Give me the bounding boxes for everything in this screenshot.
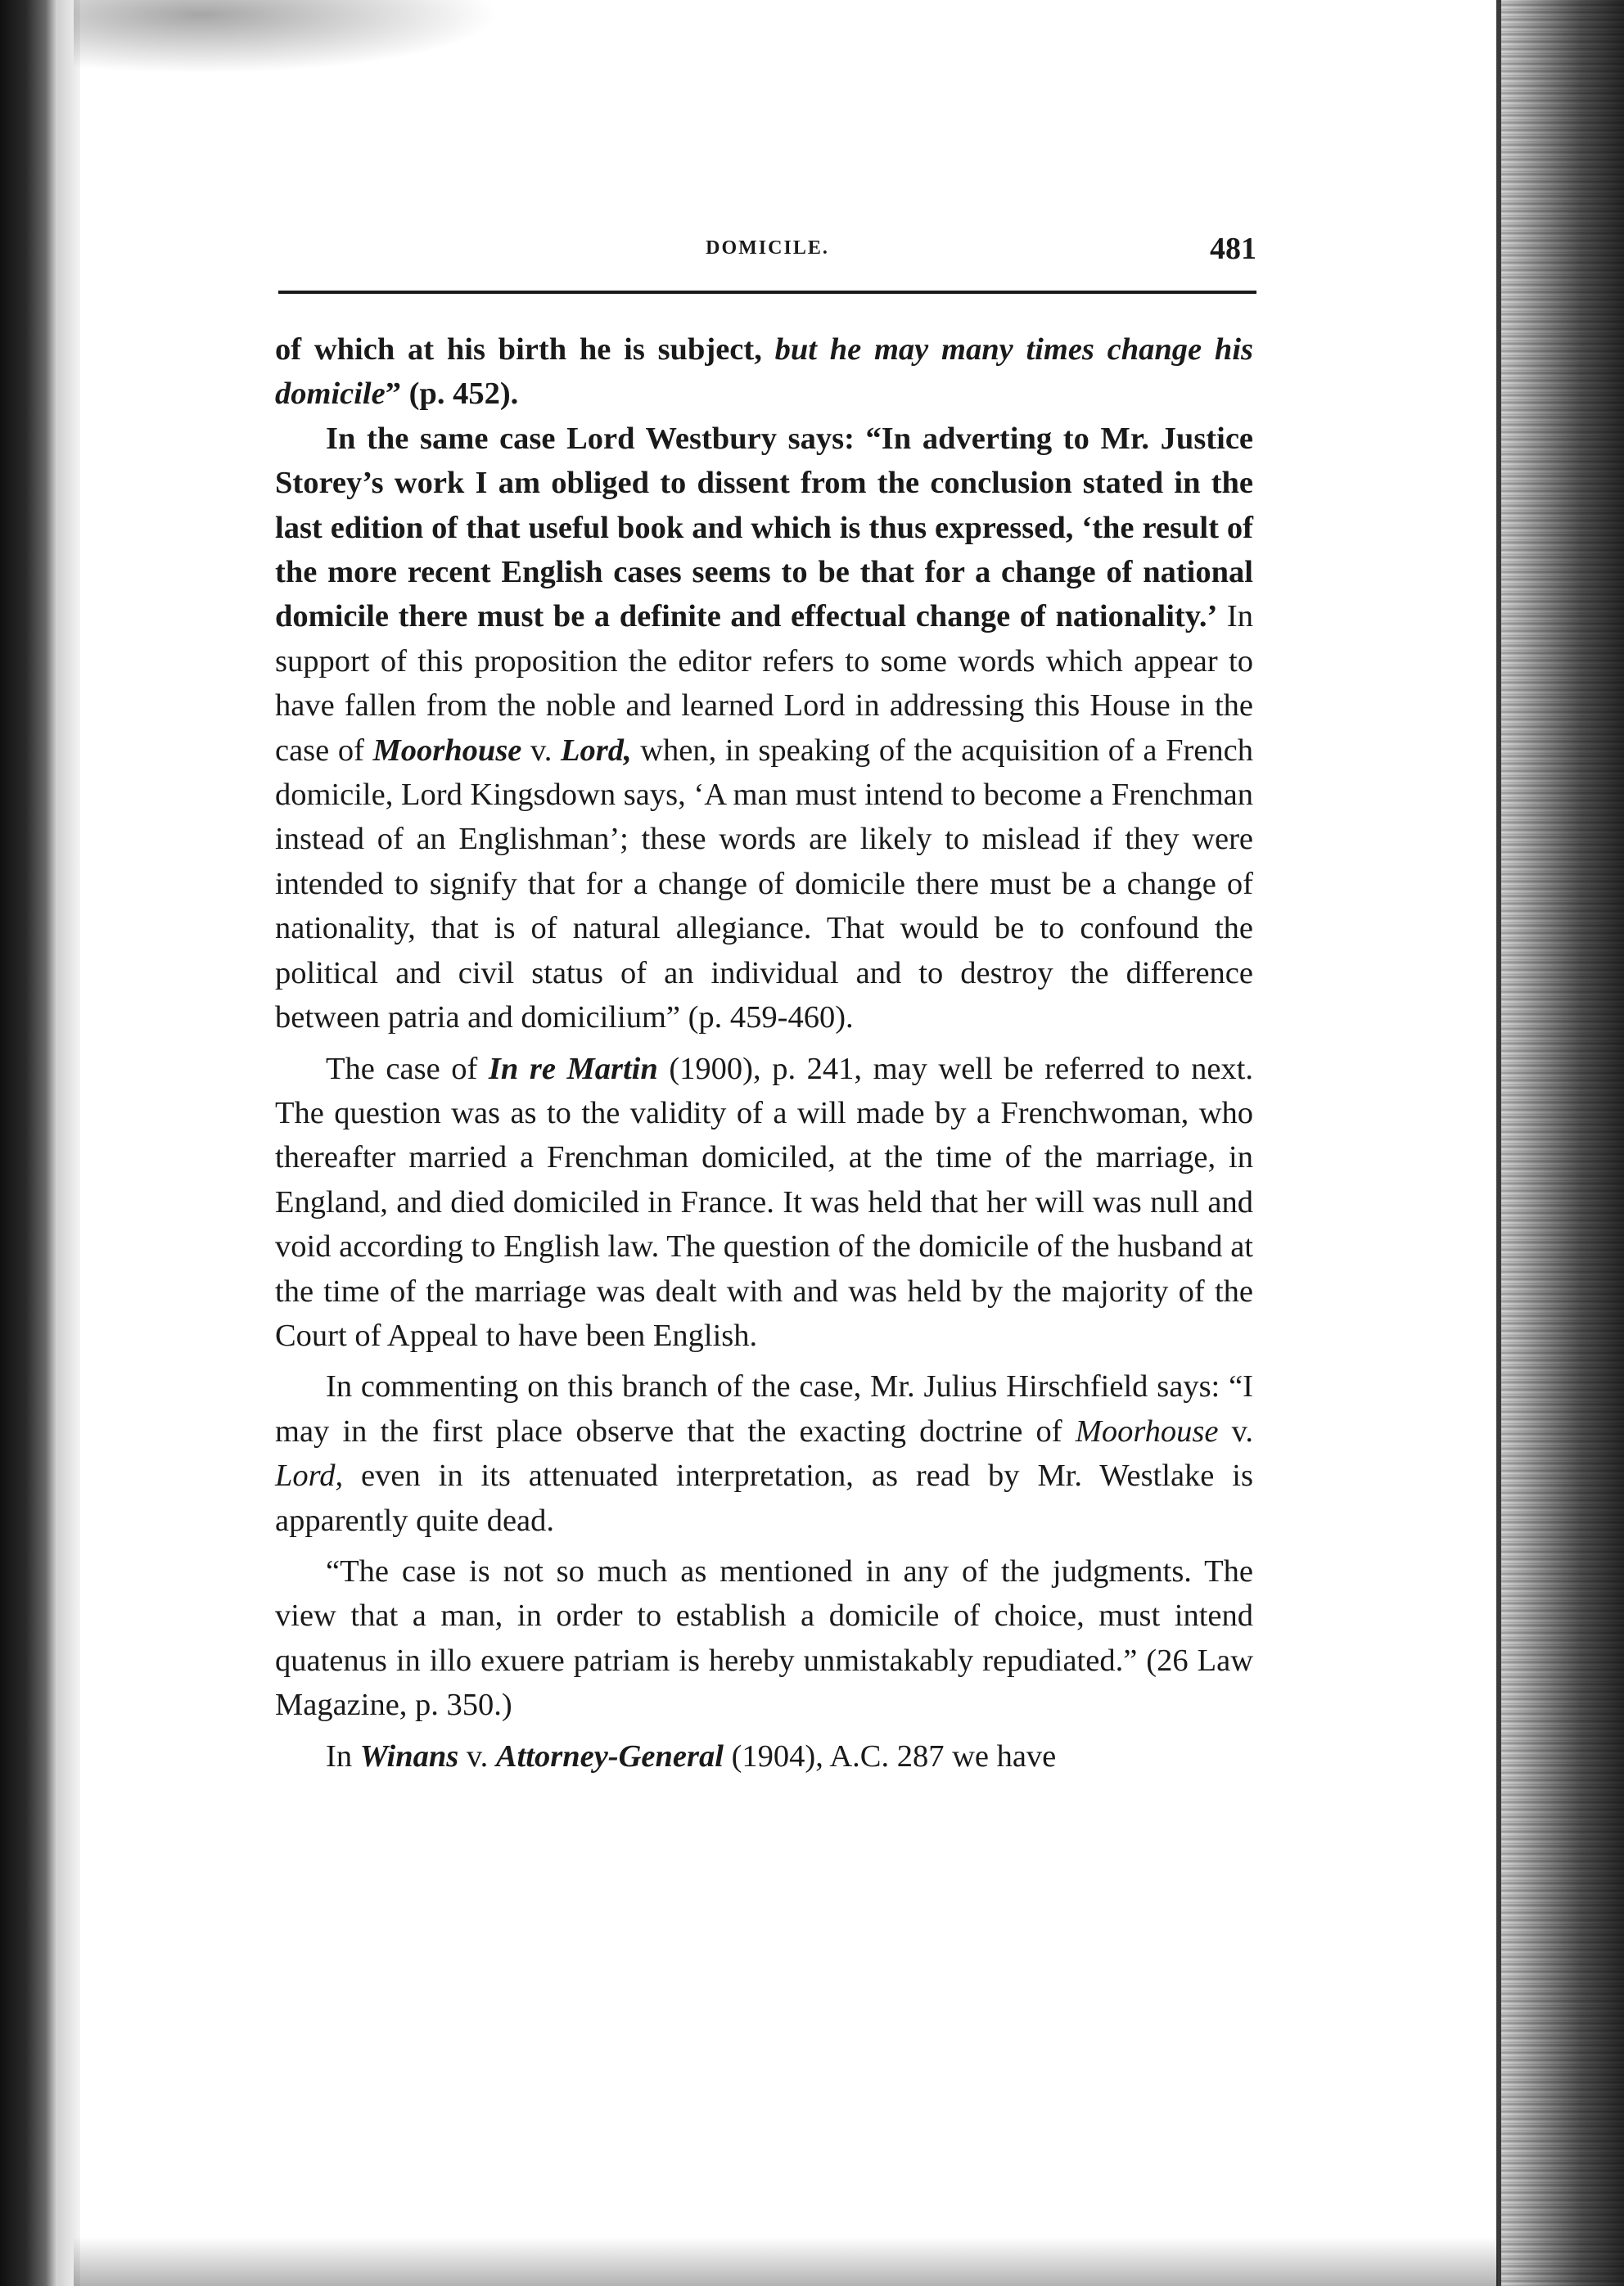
text-segment: even in its attenuated interpretation, as read by Mr. Westlake is apparently quite dead.	[275, 1459, 1253, 1538]
paragraph-2	[275, 417, 1253, 1040]
text-segment: (1904), A.C. 287 we have	[723, 1738, 1057, 1774]
case-name: Attorney-General	[495, 1738, 724, 1774]
text-segment: In support of this proposition the editor refers to some words which appear to have fallen from the noble and learned Lord in addressing this House in the case of	[275, 599, 1253, 768]
text-segment: In the same case Lord Westbury says: “In adverting to Mr. Justice Storey’s work I am obliged to dissent from the conclusion stated in the last edition of that useful book and which is thus expressed, ‘the result of the more recent English cases seems to be that for a change of national domicile there must be a definite and effectual change of nationality.’	[275, 421, 1253, 634]
header-rule	[278, 291, 1256, 294]
paragraph-1	[275, 327, 1253, 417]
scan-right-edge	[1501, 0, 1624, 2286]
page-number: 481	[1210, 232, 1256, 266]
text-segment: “The case is not so much as mentioned in any of the judgments. The view that a man, in order to establish a domicile of choice, must intend quatenus in illo exuere patriam is hereby unmistakably repudiated.” (26 Law Magazine, p. 350.)	[275, 1553, 1253, 1723]
scan-top-noise	[74, 0, 499, 74]
text-segment: of which at his birth he is subject,	[275, 332, 775, 367]
text-segment: In	[326, 1738, 360, 1774]
text-segment: ” (p. 452).	[385, 376, 519, 412]
text-segment: (1900), p. 241, may well be referred to next. The question was as to the validity of a will made by a Frenchwoman, who thereafter married a Frenchman domiciled, at the time of the marriage, in England, and died domiciled in France. It was held that her will was null and void according to English law. The question of the domicile of the husband at the time of the marriage was dealt with and was held by the majority of the Court of Appeal to have been English.	[275, 1051, 1253, 1353]
text-segment: but he may many times change his domicile	[275, 332, 1253, 412]
text-segment: v.	[458, 1738, 496, 1774]
case-name: Lord,	[275, 1459, 344, 1494]
body-text	[275, 327, 1253, 1779]
scan-bottom-noise	[74, 2237, 1498, 2286]
case-name: In re Martin	[488, 1051, 658, 1086]
case-name: Moorhouse	[1075, 1414, 1219, 1449]
case-name: Winans	[359, 1738, 459, 1774]
scan-left-shadow	[57, 0, 80, 2286]
paragraph-3	[275, 1047, 1253, 1359]
scan-left-edge	[0, 0, 57, 2286]
text-segment: when, in speaking of the acquisition of a French domicile, Lord Kingsdown says, ‘A man must intend to become a Frenchman instead of an Englishman’; these words are likely to mislead if they were intended to signify that for a change of domicile there must be a change of nationality, that is of natural allegiance. That would be to confound the political and civil status of an individual and to destroy the difference between patria and domicilium” (p. 459-460).	[275, 733, 1254, 1035]
text-segment: v.	[1218, 1414, 1254, 1449]
paragraph-5	[275, 1549, 1253, 1728]
page-header	[278, 232, 1256, 286]
running-head: DOMICILE.	[706, 237, 829, 259]
text-segment: v.	[521, 733, 561, 768]
paragraph-6	[275, 1734, 1253, 1779]
paragraph-4	[275, 1364, 1253, 1543]
case-name: Lord,	[561, 733, 632, 768]
case-name: Moorhouse	[372, 733, 522, 768]
text-segment: In commenting on this branch of the case, Mr. Julius Hirschfield says: “I may in the first place observe that the exacting doctrine of	[275, 1369, 1253, 1449]
text-segment: The case of	[326, 1051, 489, 1086]
